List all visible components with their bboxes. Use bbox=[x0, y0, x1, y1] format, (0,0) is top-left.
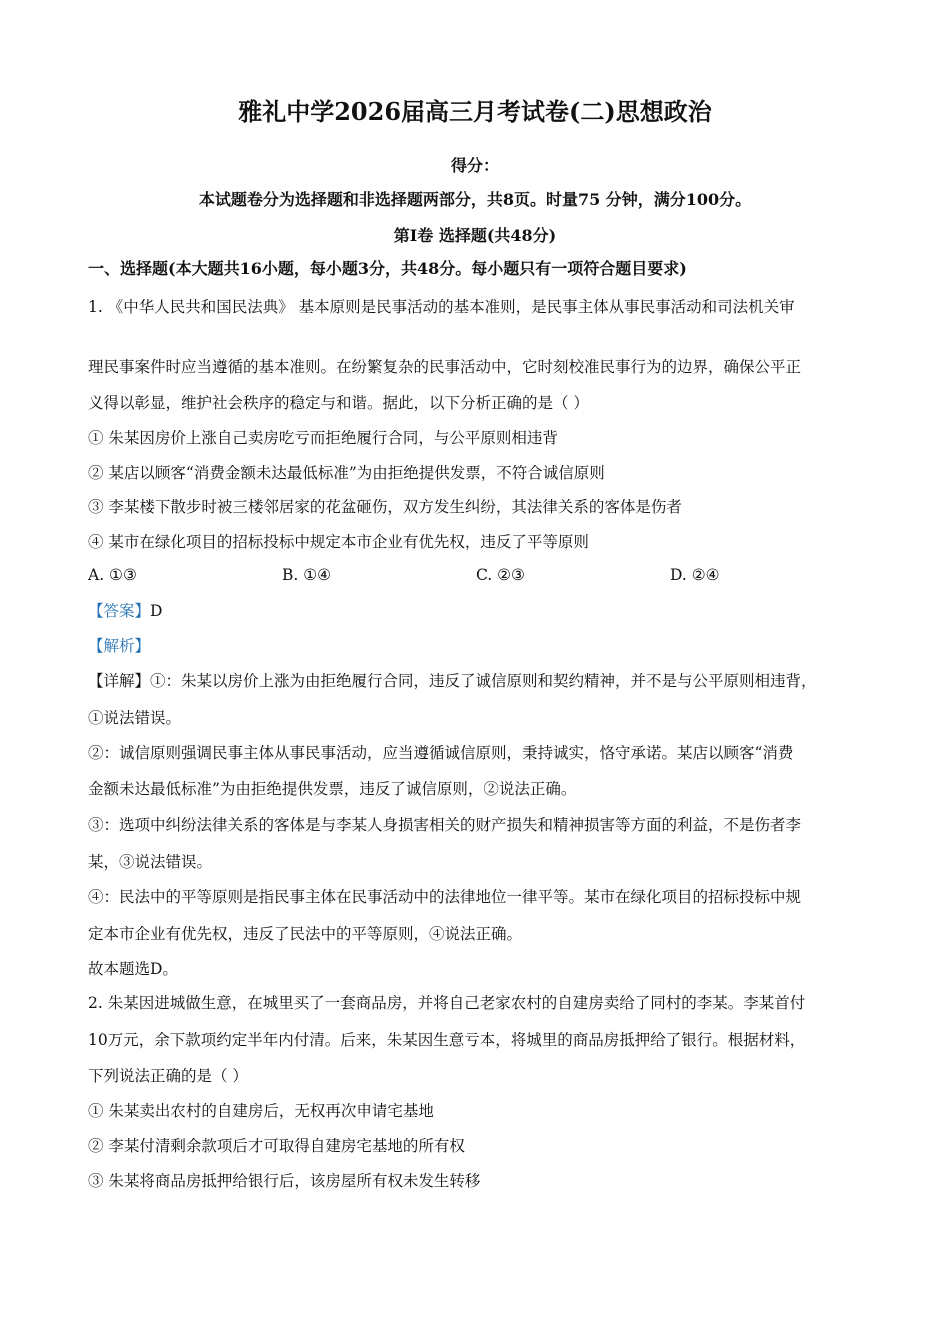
q1-explanation-line: ②：诚信原则强调民事主体从事民事活动，应当遵循诚信原则，秉持诚实，恪守承诺。某店以顾客“消费 bbox=[88, 744, 794, 762]
q1-option-c: C. ②③ bbox=[476, 566, 525, 584]
q1-explanation-line: 故本题选D。 bbox=[88, 960, 178, 978]
part1-heading: 第Ⅰ卷 选择题(共48分) bbox=[393, 226, 557, 245]
q2-statement: ② 李某付清剩余款项后才可取得自建房宅基地的所有权 bbox=[88, 1137, 465, 1155]
q1-explanation-line: ③：选项中纠纷法律关系的客体是与李某人身损害相关的财产损失和精神损害等方面的利益，不是伤者李 bbox=[88, 816, 802, 834]
explanation-text: ①：朱某以房价上涨为由拒绝履行合同，违反了诚信原则和契约精神，并不是与公平原则相违背， bbox=[150, 672, 817, 690]
q1-explanation-line: 定本市企业有优先权，违反了民法中的平等原则，④说法正确。 bbox=[88, 925, 523, 943]
q1-stem-line: 1. 《中华人民共和国民法典》 基本原则是民事活动的基本准则，是民事主体从事民事活动和司法机关审 bbox=[88, 298, 795, 316]
q1-explanation-line: 金额未达最低标准”为由拒绝提供发票，违反了诚信原则，②说法正确。 bbox=[88, 780, 577, 798]
q2-stem-line: 2. 朱某因进城做生意，在城里买了一套商品房，并将自己老家农村的自建房卖给了同村的李某。李某首付 bbox=[88, 994, 806, 1012]
q1-stem-line: 义得以彰显，维护社会秩序的稳定与和谐。据此，以下分析正确的是（ ） bbox=[88, 394, 589, 412]
q1-option-d: D. ②④ bbox=[670, 566, 720, 584]
q1-explanation-line: 某，③说法错误。 bbox=[88, 853, 213, 871]
q1-stem-line: 理民事案件时应当遵循的基本准则。在纷繁复杂的民事活动中，它时刻校准民事行为的边界，确保公平正 bbox=[88, 358, 802, 376]
q2-stem-line: 下列说法正确的是（ ） bbox=[88, 1067, 248, 1085]
q1-explanation-line bbox=[88, 671, 817, 691]
q2-stem-line: 10万元，余下款项约定半年内付清。后来，朱某因生意亏本，将城里的商品房抵押给了银行。根据材料， bbox=[88, 1031, 806, 1049]
q1-statement: ④ 某市在绿化项目的招标投标中规定本市企业有优先权，违反了平等原则 bbox=[88, 533, 589, 551]
q1-statement: ② 某店以顾客“消费金额未达最低标准”为由拒绝提供发票，不符合诚信原则 bbox=[88, 464, 605, 482]
answer-value: D bbox=[150, 602, 163, 620]
q1-statement: ③ 李某楼下散步时被三楼邻居家的花盆砸伤，双方发生纠纷，其法律关系的客体是伤者 bbox=[88, 498, 682, 516]
q1-explanation-line: ④：民法中的平等原则是指民事主体在民事活动中的法律地位一律平等。某市在绿化项目的招标投标中规 bbox=[88, 888, 802, 906]
q1-option-a: A. ①③ bbox=[88, 566, 137, 584]
answer-tag: 【答案】 bbox=[88, 602, 151, 620]
q1-option-b: B. ①④ bbox=[282, 566, 332, 584]
exam-intro: 本试题卷分为选择题和非选择题两部分，共8页。时量75 分钟，满分100分。 bbox=[198, 190, 752, 209]
q1-statement: ① 朱某因房价上涨自己卖房吃亏而拒绝履行合同，与公平原则相违背 bbox=[88, 429, 558, 447]
detail-tag: 【详解】 bbox=[88, 672, 151, 690]
q1-answer-row bbox=[88, 601, 162, 621]
q2-statement: ① 朱某卖出农村的自建房后，无权再次申请宅基地 bbox=[88, 1102, 434, 1120]
q1-explanation-line: ①说法错误。 bbox=[88, 709, 182, 727]
analysis-tag: 【解析】 bbox=[88, 637, 151, 655]
exam-title: 雅礼中学2026届高三月考试卷(二)思想政治 bbox=[238, 97, 712, 126]
score-label: 得分： bbox=[450, 156, 499, 175]
section1-heading: 一、选择题(本大题共16小题，每小题3分，共48分。每小题只有一项符合题目要求) bbox=[88, 259, 687, 278]
q2-statement: ③ 朱某将商品房抵押给银行后，该房屋所有权未发生转移 bbox=[88, 1172, 481, 1190]
